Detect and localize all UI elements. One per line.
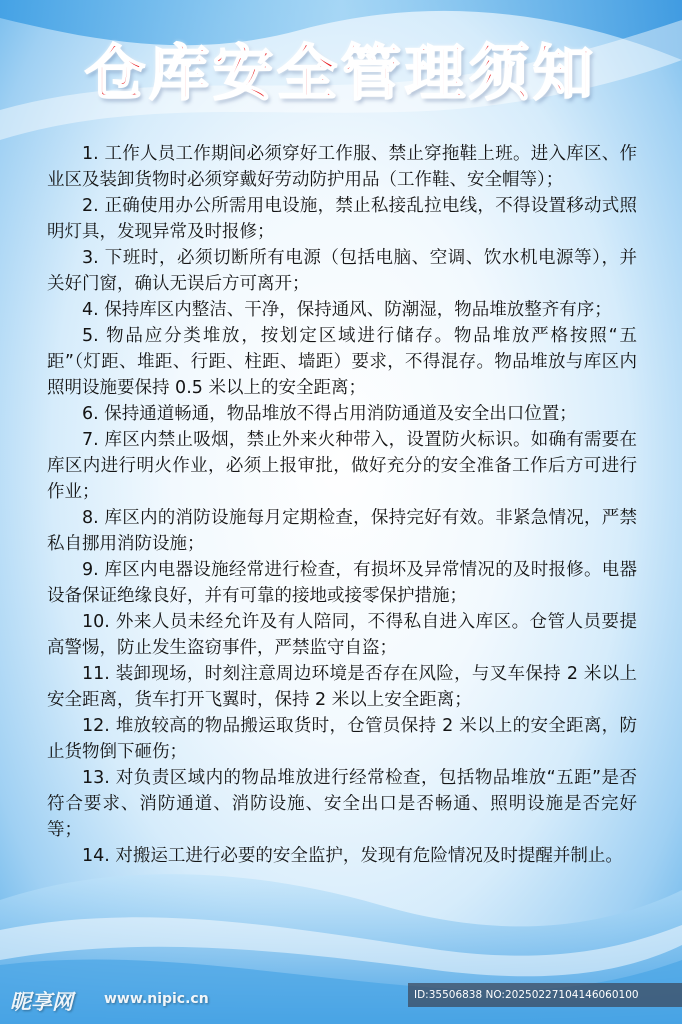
poster-title: 仓库安全管理须知: [85, 39, 597, 109]
rule-item: 1. 工作人员工作期间必须穿好工作服、禁止穿拖鞋上班。进入库区、作业区及装卸货物时必须穿戴好劳动防护用品（工作鞋、安全帽等）；: [47, 144, 637, 190]
rule-item: 12. 堆放较高的物品搬运取货时，仓管员保持 2 米以上的安全距离，防止货物倒下砸伤；: [47, 716, 637, 762]
rule-item: 4. 保持库区内整洁、干净，保持通风、防潮湿，物品堆放整齐有序；: [82, 300, 612, 320]
rule-item: 10. 外来人员未经允许及有人陪同，不得私自进入库区。仓管人员要提高警惕，防止发生盗窃事件，严禁监守自盗；: [47, 612, 637, 658]
rule-item: 11. 装卸现场，时刻注意周边环境是否存在风险，与叉车保持 2 米以上安全距离，货车打开飞翼时，保持 2 米以上安全距离；: [47, 664, 637, 710]
rule-item: 9. 库区内电器设施经常进行检查，有损坏及异常情况的及时报修。电器设备保证绝缘良好，并有可靠的接地或接零保护措施；: [47, 560, 637, 606]
watermark-url: www.nipic.cn: [104, 991, 209, 1007]
rule-item: 6. 保持通道畅通，物品堆放不得占用消防通道及安全出口位置；: [82, 404, 577, 424]
rule-item: 8. 库区内的消防设施每月定期检查，保持完好有效。非紧急情况，严禁私自挪用消防设施；: [47, 508, 637, 554]
rule-item: 5. 物品应分类堆放，按划定区域进行储存。物品堆放严格按照“五距”（灯距、堆距、行距、柱距、墙距）要求，不得混存。物品堆放与库区内照明设施要保持 0.5 米以上的安全距离；: [47, 326, 637, 398]
rule-item: 13. 对负责区域内的物品堆放进行经常检查，包括物品堆放“五距”是否符合要求、消防通道、消防设施、安全出口是否畅通、照明设施是否完好等；: [47, 768, 637, 840]
watermark-logo: 昵享网: [10, 990, 73, 1014]
rule-item: 3. 下班时，必须切断所有电源（包括电脑、空调、饮水机电源等），并关好门窗，确认无误后方可离开；: [47, 248, 637, 294]
rules-list: [47, 141, 637, 869]
rule-item: 2. 正确使用办公所需用电设施，禁止私接乱拉电线，不得设置移动式照明灯具，发现异常及时报修；: [47, 196, 637, 242]
image-id-strip: ID:35506838 NO:20250227104146060100: [408, 983, 682, 1007]
rule-item: 14. 对搬运工进行必要的安全监护，发现有危险情况及时提醒并制止。: [82, 846, 623, 866]
rule-item: 7. 库区内禁止吸烟，禁止外来火种带入，设置防火标识。如确有需要在库区内进行明火作业，必须上报审批，做好充分的安全准备工作后方可进行作业；: [47, 430, 637, 502]
